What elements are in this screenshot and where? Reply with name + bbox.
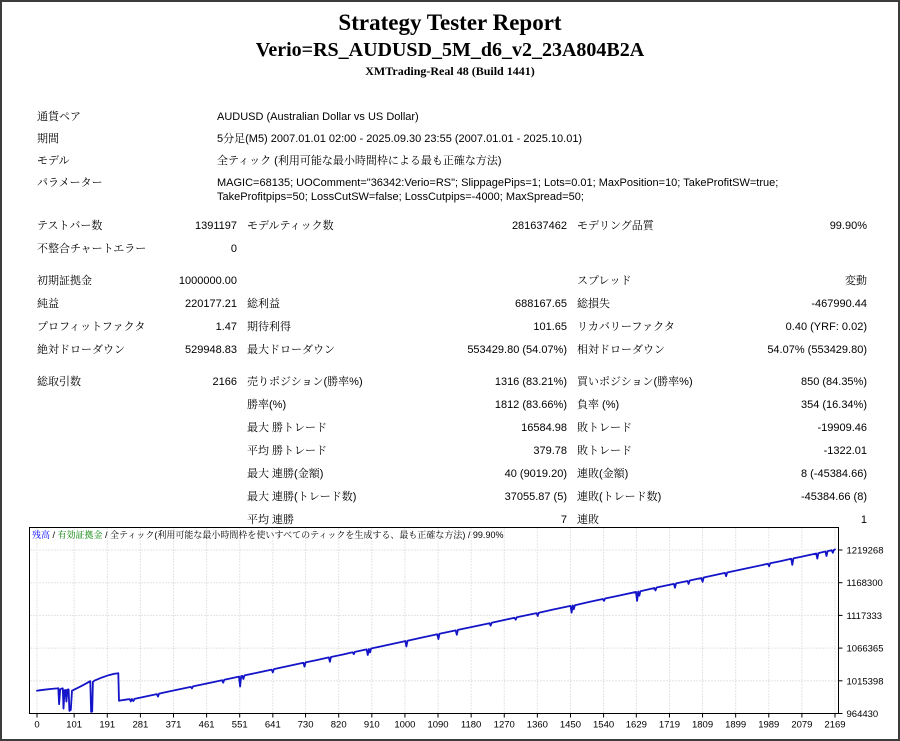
plot-border [30, 528, 839, 714]
report-title: Strategy Tester Report [338, 10, 562, 35]
stat-label [37, 440, 147, 463]
stats-row [37, 293, 867, 316]
x-axis-tick-label: 1629 [625, 719, 647, 731]
stat-label: 絶対ドローダウン [37, 344, 125, 356]
report-server-build: XMTrading-Real 48 (Build 1441) [365, 64, 535, 78]
test-stats-table [37, 215, 867, 532]
info-label: 通貨ペア [37, 111, 81, 123]
stat-label: 総取引数 [37, 376, 81, 388]
stat-label: 総損失 [577, 298, 610, 310]
stat-value: -1322.01 [823, 445, 867, 457]
stat-value: 0 [230, 243, 237, 255]
stat-value: 7 [560, 514, 567, 526]
stats-row [37, 339, 867, 362]
chart-legend [32, 530, 503, 541]
stats-row [37, 215, 867, 238]
stat-value [422, 270, 567, 293]
y-axis-tick-label: 1015398 [846, 676, 884, 688]
y-axis-tick-label: 1117333 [846, 610, 883, 622]
stat-label: スプレッド [577, 275, 632, 287]
stat-label: リカバリーファクタ [577, 321, 675, 333]
x-axis-tick-label: 1989 [758, 719, 780, 731]
chart-legend-part: / [50, 530, 58, 540]
stat-value: 101.65 [533, 321, 567, 333]
stat-label: 連敗(トレード数) [577, 491, 662, 503]
stat-value [147, 463, 237, 486]
stat-label: モデルティック数 [247, 220, 334, 232]
stat-value: -45384.66 (8) [800, 491, 867, 503]
stat-value: 850 (84.35%) [800, 376, 867, 388]
info-value: 5分足(M5) 2007.01.01 02:00 - 2025.09.30 23:55 (2007.01.01 - 2025.10.01) [217, 133, 583, 145]
stat-value: 8 (-45384.66) [800, 468, 867, 480]
info-label: モデル [37, 155, 70, 167]
stat-label: 期待利得 [247, 321, 291, 333]
stat-value [147, 417, 237, 440]
x-axis-tick-label: 1270 [493, 719, 515, 731]
x-axis-tick-label: 1899 [725, 719, 747, 731]
info-row-symbol [37, 106, 867, 128]
x-axis-tick-label: 371 [165, 719, 182, 731]
stat-value: 16584.98 [521, 422, 567, 434]
stat-label: 純益 [37, 298, 59, 310]
stat-label: 平均 勝トレード [247, 445, 328, 457]
x-axis-tick-label: 2169 [824, 719, 846, 731]
x-axis-tick-label: 1090 [427, 719, 449, 731]
y-axis-tick-label: 1168300 [846, 578, 883, 590]
stat-value: 1 [860, 514, 867, 526]
stats-row [37, 238, 867, 261]
stat-value: 553429.80 (54.07%) [467, 344, 567, 356]
report-header [2, 9, 898, 78]
stat-value: 281637462 [511, 220, 567, 232]
y-axis-tick-label: 964430 [846, 709, 879, 720]
x-axis-tick-label: 641 [264, 719, 281, 731]
stat-value: 54.07% (553429.80) [767, 344, 867, 356]
stat-label: 敗トレード [577, 422, 632, 434]
stat-value: -19909.46 [817, 422, 867, 434]
x-axis-tick-label: 551 [231, 719, 248, 731]
stat-label: 総利益 [247, 298, 280, 310]
stat-value [147, 440, 237, 463]
info-label: 期間 [37, 133, 59, 145]
stat-value: 529948.83 [185, 344, 237, 356]
info-value: 全ティック (利用可能な最小時間枠による最も正確な方法) [217, 155, 502, 167]
stat-label [37, 417, 147, 440]
stat-label: 不整合チャートエラー [37, 243, 147, 255]
stat-label: 初期証拠金 [37, 275, 92, 287]
stat-value: 220177.21 [185, 298, 237, 310]
stat-value: 変動 [845, 275, 867, 287]
stat-label: 最大ドローダウン [247, 344, 335, 356]
stat-label: 敗トレード [577, 445, 632, 457]
stat-label: 最大 勝トレード [247, 422, 328, 434]
test-info-table [37, 106, 867, 208]
stat-label: 勝率(%) [247, 399, 287, 411]
stat-value [722, 238, 867, 261]
stat-label: 平均 連勝 [247, 514, 295, 526]
stats-row [37, 463, 867, 486]
stat-label: テストバー数 [37, 220, 103, 232]
stat-label: 連敗 [577, 514, 599, 526]
x-axis-tick-label: 1540 [593, 719, 615, 731]
y-axis-tick-label: 1066365 [846, 643, 884, 655]
x-axis-tick-label: 1360 [526, 719, 548, 731]
stat-label: 負率 (%) [577, 399, 620, 411]
x-axis-tick-label: 820 [330, 719, 347, 731]
stats-row [37, 417, 867, 440]
stats-row [37, 316, 867, 339]
stat-value: 99.90% [829, 220, 867, 232]
stat-value: 354 (16.34%) [800, 399, 867, 411]
x-axis-tick-label: 461 [198, 719, 215, 731]
stat-value: 1391197 [194, 220, 237, 232]
report-symbol-title: Verio=RS_AUDUSD_5M_d6_v2_23A804B2A [255, 39, 645, 61]
stats-group-spacer [37, 261, 867, 270]
stat-label: モデリング品質 [577, 220, 654, 232]
x-axis-tick-label: 1809 [691, 719, 714, 731]
chart-legend-part: 残高 [32, 530, 51, 540]
stat-value: 1316 (83.21%) [494, 376, 567, 388]
info-row-parameters [37, 172, 867, 208]
stat-value: -467990.44 [811, 298, 867, 310]
balance-chart [2, 527, 898, 739]
stats-row [37, 486, 867, 509]
stat-label: 相対ドローダウン [577, 344, 665, 356]
stat-label [37, 486, 147, 509]
stat-label: 買いポジション(勝率%) [577, 376, 693, 388]
stat-value: 1000000.00 [178, 275, 237, 287]
y-axis-tick-label: 1219268 [846, 545, 884, 557]
stat-value [147, 394, 237, 417]
x-axis-tick-label: 1000 [394, 719, 416, 731]
x-axis-tick-label: 101 [66, 719, 83, 731]
balance-line-series [37, 549, 835, 712]
stat-value: 0.40 (YRF: 0.02) [785, 321, 867, 333]
info-row-period [37, 128, 867, 150]
x-axis-tick-label: 281 [132, 719, 149, 731]
x-axis-tick-label: 1450 [559, 719, 582, 731]
stat-label [37, 463, 147, 486]
stat-label [237, 238, 422, 261]
stat-label: プロフィットファクタ [37, 321, 146, 333]
info-value: MAGIC=68135; UOComment="36342:Verio=RS"; SlippagePips=1; Lots=0.01; MaxPosition=10; TakeProfitSW=true; TakeProfitpips=50; LossCutSW=false; LossCutpips=-4000; MaxSpread=50; [217, 177, 779, 203]
stat-value: 1812 (83.66%) [494, 399, 567, 411]
stats-row [37, 440, 867, 463]
stat-value [147, 486, 237, 509]
stat-value: 37055.87 (5) [504, 491, 567, 503]
x-axis-tick-label: 1719 [658, 719, 681, 731]
stats-row [37, 394, 867, 417]
stat-value: 1.47 [215, 321, 237, 333]
stat-label [567, 238, 722, 261]
x-axis-tick-label: 191 [99, 719, 116, 731]
stat-value: 40 (9019.20) [504, 468, 567, 480]
stats-row [37, 371, 867, 394]
stat-label [37, 394, 147, 417]
stat-value: 688167.65 [515, 298, 567, 310]
x-axis-tick-label: 2079 [791, 719, 813, 731]
stat-value: 2166 [212, 376, 237, 388]
stat-label: 連敗(金額) [577, 468, 629, 480]
x-axis-tick-label: 730 [297, 719, 314, 731]
stat-label: 最大 連勝(金額) [247, 468, 324, 480]
x-axis-tick-label: 910 [363, 719, 380, 731]
info-value: AUDUSD (Australian Dollar vs US Dollar) [217, 111, 419, 123]
stat-label: 売りポジション(勝率%) [247, 376, 363, 388]
info-label: パラメーター [37, 177, 103, 189]
chart-legend-part: 有効証拠金 [57, 530, 103, 540]
x-axis-tick-label: 1180 [460, 719, 482, 731]
stat-label [237, 270, 422, 293]
chart-legend-part: / 全ティック(利用可能な最小時間枠を使いすべてのティックを生成する、最も正確な方法) / 99.90% [102, 530, 504, 540]
stat-value [422, 238, 567, 261]
stat-label: 最大 連勝(トレード数) [247, 491, 357, 503]
info-row-model [37, 150, 867, 172]
balance-chart-svg [2, 527, 898, 739]
stat-value: 379.78 [533, 445, 567, 457]
x-axis-tick-label: 0 [34, 719, 40, 731]
stats-row [37, 270, 867, 293]
stats-group-spacer [37, 362, 867, 371]
